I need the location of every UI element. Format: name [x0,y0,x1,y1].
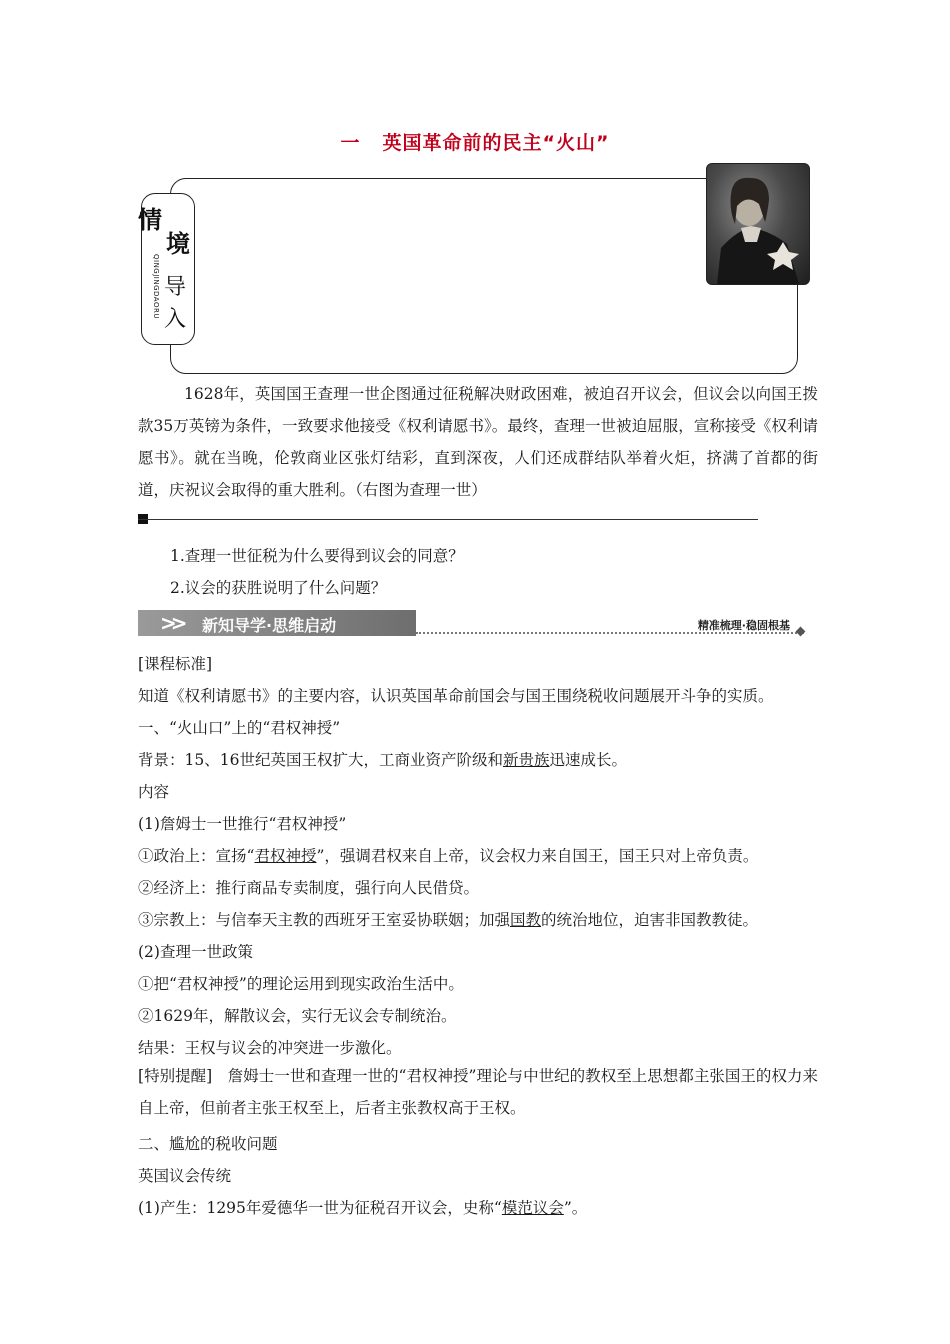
lesson-number: 一 [340,132,361,154]
economy-line: ②经济上：推行商品专卖制度，强行向人民借贷。 [138,879,480,897]
intro-paragraph: 1628年，英国国王查理一世企图通过征税解决财政困难，被迫召开议会，但议会以向国王拨款35万英镑为条件，一致要求他接受《权利请愿书》。最终，查理一世被迫屈服，宣称接受《权利请愿书》。就在当晚，伦敦商业区张灯结彩，直到深夜，人们还成群结队举着火炬，挤满了首都的街道，庆祝议会取得的重大胜利。（右图为查理一世） [138,385,818,499]
double-chevron-icon: >> [160,611,182,635]
key-term-new-nobility: 新贵族 [502,751,550,769]
origin-text-end: ”。 [563,1199,588,1217]
key-term-divine-right: 君权神授 [254,847,317,865]
lesson-title [0,128,950,155]
origin-text: (1)产生：1295年爱德华一世为征税召开议会，史称“ [138,1199,502,1217]
background-text-end: 迅速成长。 [549,751,627,769]
charles-policy-1: ①把“君权神授”的理论运用到现实政治生活中。 [138,975,464,993]
lesson-title-text: 英国革命前的民主“火山” [382,132,610,154]
section-heading-2: 二、尴尬的税收问题 [138,1135,278,1153]
background-text: 背景：15、16世纪英国王权扩大，工商业资产阶级和 [138,751,503,769]
separator-line [138,519,758,520]
badge-char-1: 情 [138,206,162,234]
politics-text: ①政治上：宣扬“ [138,847,255,865]
banner-subtitle: 精准梳理·稳固根基 [697,619,790,632]
key-term-state-church: 国教 [510,911,542,929]
key-term-model-parliament: 模范议会 [501,1199,564,1217]
result-line: 结果：王权与议会的冲突进一步激化。 [138,1039,402,1057]
charles-i-portrait [706,163,810,285]
diamond-icon [796,627,806,637]
content-label: 内容 [138,783,170,801]
intro-frame [170,178,798,374]
charles-policy-2: ②1629年，解散议会，实行无议会专制统治。 [138,1007,457,1025]
section-banner [138,610,810,638]
course-standard-text: 知道《权利请愿书》的主要内容，认识英国革命前国会与国王围绕税收问题展开斗争的实质。 [138,687,774,705]
portrait-image [707,164,809,284]
section-heading-1: 一、“火山口”上的“君权神授” [138,719,341,737]
subheading-james: (1)詹姆士一世推行“君权神授” [138,815,347,833]
course-standard-label: [课程标准] [138,655,213,673]
origin-line [138,1196,587,1218]
politics-text-end: ”，强调君权来自上帝，议会权力来自国王，国王只对上帝负责。 [316,847,759,865]
badge-char-3: 导 [164,275,187,300]
question-2: 2.议会的获胜说明了什么问题？ [170,579,387,597]
badge-pinyin: QINGJINGDAORU [152,254,160,319]
question-1: 1.查理一世征税为什么要得到议会的同意？ [170,547,464,565]
religion-text: ③宗教上：与信奉天主教的西班牙王室妥协联姻；加强 [138,911,511,929]
badge-char-4: 入 [164,307,187,332]
subheading-charles: (2)查理一世政策 [138,943,253,961]
religion-text-end: 的统治地位，迫害非国教教徒。 [541,911,759,929]
politics-line [138,844,758,866]
parliament-tradition-label: 英国议会传统 [138,1167,232,1185]
special-reminder: [特别提醒] 詹姆士一世和查理一世的“君权神授”理论与中世纪的教权至上思想都主张国王的权力来自上帝，但前者主张王权至上，后者主张教权高于王权。 [138,1067,818,1117]
situation-intro-badge [138,193,195,345]
religion-line [138,908,758,930]
banner-title: 新知导学·思维启动 [202,616,337,635]
badge-char-2: 境 [166,230,190,258]
background-line [138,748,627,770]
